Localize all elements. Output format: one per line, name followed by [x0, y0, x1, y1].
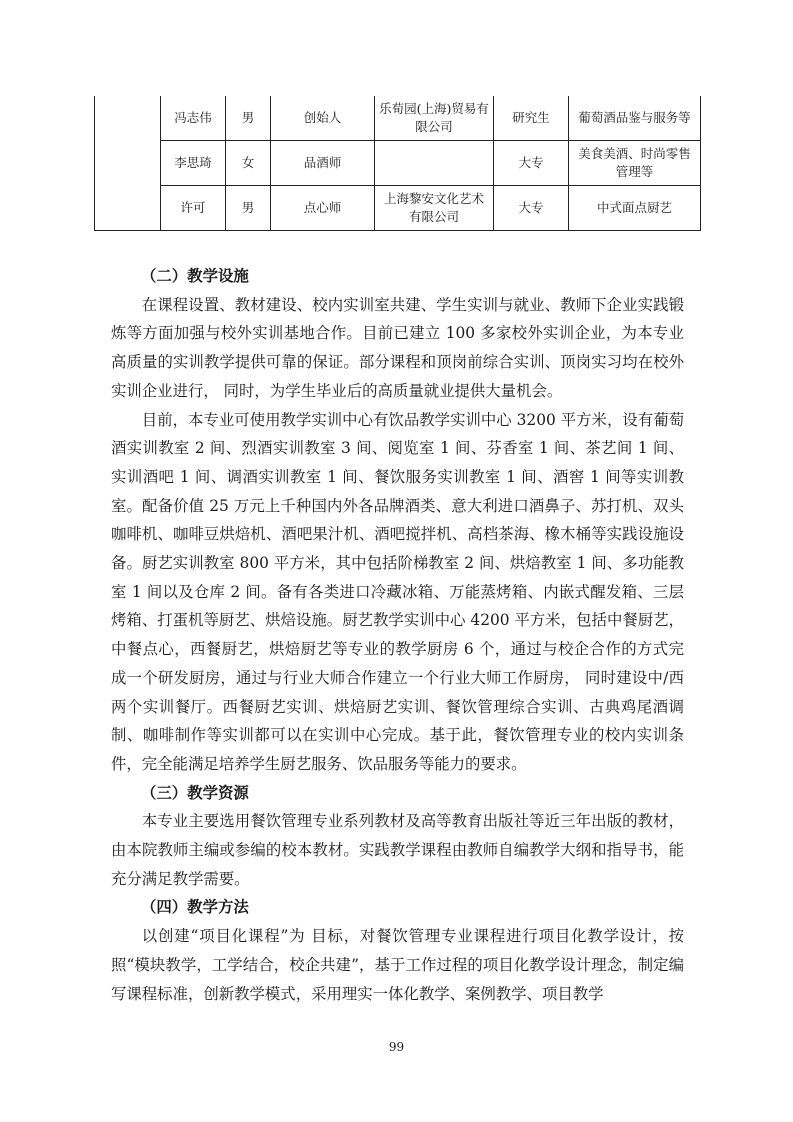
cell-gender: 男	[226, 186, 271, 231]
paragraph: 在课程设置、教材建设、校内实训室共建、学生实训与就业、教师下企业实践锻炼等方面加强与校外实训基地合作。目前已建立 100 多家校外实训企业，为本专业高质量的实训教学提供可靠的保证。部分课程和顶岗前综合实训、顶岗实习均在校外实训企业进行， 同时，为学生毕业后的高质量就业提供大量机会。	[111, 295, 684, 400]
cell-name: 李思琦	[161, 141, 226, 186]
cell-degree: 大专	[494, 141, 569, 186]
cell-gender: 男	[226, 96, 271, 141]
cell-degree: 大专	[494, 186, 569, 231]
cell-specialty: 美食美酒、时尚零售管理等	[569, 141, 701, 186]
cell-specialty: 葡萄酒品鉴与服务等	[569, 96, 701, 141]
cell-specialty: 中式面点厨艺	[569, 186, 701, 231]
paragraph: 本专业主要选用餐饮管理专业系列教材及高等教育出版社等近三年出版的教材，由本院教师主编或参编的校本教材。实践教学课程由教师自编教学大纲和指导书，能充分满足教学需要。	[111, 812, 684, 888]
cell-company: 乐荀园(上海)贸易有限公司	[375, 96, 494, 141]
table-row	[95, 186, 701, 231]
paragraph: 以创建“项目化课程”为 目标，对餐饮管理专业课程进行项目化教学设计，按照“模块教学，工学结合，校企共建”，基于工作过程的项目化教学设计理念，制定编写课程标准，创新教学模式，采用理实一体化教学、案例教学、项目教学	[111, 927, 684, 1003]
cell-company: 上海黎安文化艺术有限公司	[375, 186, 494, 231]
table-row	[95, 141, 701, 186]
cell-role: 品酒师	[271, 141, 375, 186]
cell-name: 冯志伟	[161, 96, 226, 141]
cell-name: 许可	[161, 186, 226, 231]
cell-degree: 研究生	[494, 96, 569, 141]
staff-table	[94, 96, 701, 231]
section-heading-facilities: （二）教学设施	[141, 267, 249, 285]
cell-gender: 女	[226, 141, 271, 186]
section-heading-methods: （四）教学方法	[141, 898, 249, 917]
cell-company	[375, 141, 494, 186]
cell-role: 点心师	[271, 186, 375, 231]
merged-category-cell	[95, 96, 161, 231]
document-body	[111, 262, 684, 1008]
table-row	[95, 96, 701, 141]
cell-role: 创始人	[271, 96, 375, 141]
paragraph: 目前，本专业可使用教学实训中心有饮品教学实训中心 3200 平方米，设有葡萄酒实训教室 2 间、烈酒实训教室 3 间、阅览室 1 间、芬香室 1 间、茶艺间 1 间、实训酒吧 1 间、调酒实训教室 1 间、餐饮服务实训教室 1 间、酒窖 1 间等实训教室。配备价值 25 万元上千种国内外各品牌酒类、意大利进口酒鼻子、苏打机、双头咖啡机、咖啡豆烘焙机、酒吧果汁机、酒吧搅拌机、高档茶海、橡木桶等实践设施设备。厨艺实训教室 800 平方米，其中包括阶梯教室 2 间、烘焙教室 1 间、多功能教室 1 间以及仓库 2 间。备有各类进口冷藏冰箱、万能蒸烤箱、内嵌式醒发箱、三层烤箱、打蛋机等厨艺、烘焙设施。厨艺教学实训中心 4200 平方米，包括中餐厨艺， 中餐点心，西餐厨艺，烘焙厨艺等专业的教学厨房 6 个，通过与校企合作的方式完成一个研发厨房，通过与行业大师合作建立一个行业大师工作厨房， 同时建设中/西两个实训餐厅。西餐厨艺实训、烘焙厨艺实训、餐饮管理综合实训、古典鸡尾酒调制、咖啡制作等实训都可以在实训中心完成。基于此，餐饮管理专业的校内实训条件，完全能满足培养学生厨艺服务、饮品服务等能力的要求。	[111, 410, 684, 773]
section-heading-resources: （三）教学资源	[141, 783, 249, 802]
page-number: 99	[388, 1040, 405, 1054]
